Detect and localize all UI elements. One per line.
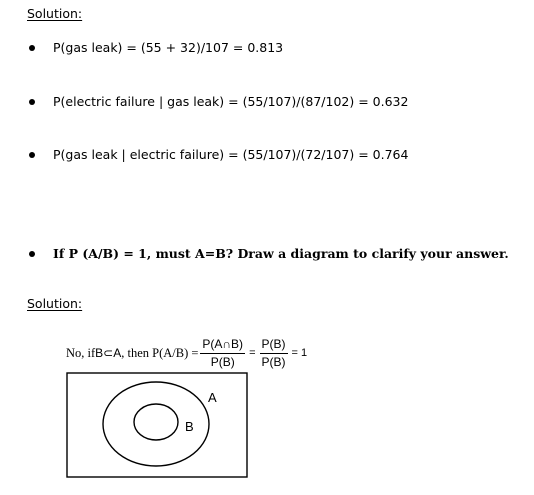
probability-gas-leak: P(gas leak) = (55 + 32)/107 = 0.813 — [53, 40, 284, 55]
formula-prefix: No, if — [66, 345, 96, 360]
venn-diagram — [66, 372, 248, 478]
sample-space-rect — [67, 373, 247, 477]
bullet-icon — [29, 152, 35, 158]
equals-one: = 1 — [291, 347, 308, 359]
fraction-numerator: P(A∩B) — [200, 337, 245, 354]
fraction-denominator: P(B) — [261, 354, 286, 369]
solution-heading-2: Solution: — [27, 296, 83, 311]
equals-sign: = — [249, 347, 256, 359]
list-item — [29, 40, 283, 55]
question-text: If P (A/B) = 1, must A=B? Draw a diagram to clarify your answer. — [53, 246, 509, 261]
fraction-ratio — [260, 337, 288, 370]
formula-middle: , then P(A/B) = — [121, 345, 199, 360]
set-a-label: A — [208, 390, 217, 405]
solution-heading-1: Solution: — [27, 6, 83, 21]
fraction-numerator: P(B) — [260, 337, 288, 354]
probability-electric-given-gas: P(electric failure | gas leak) = (55/107)/(87/102) = 0.632 — [53, 94, 409, 109]
list-item — [29, 147, 408, 162]
fraction-intersection — [200, 337, 245, 370]
bullet-icon — [29, 99, 35, 105]
question-item — [29, 246, 509, 261]
list-item — [29, 94, 408, 109]
formula-condition: B⊂A — [95, 346, 122, 360]
set-b-label: B — [185, 419, 194, 434]
formula-line — [66, 333, 309, 373]
probability-gas-given-electric: P(gas leak | electric failure) = (55/107)/(72/107) = 0.764 — [53, 147, 409, 162]
bullet-icon — [29, 45, 35, 51]
bullet-icon — [29, 251, 35, 257]
fraction-denominator: P(B) — [210, 354, 235, 369]
